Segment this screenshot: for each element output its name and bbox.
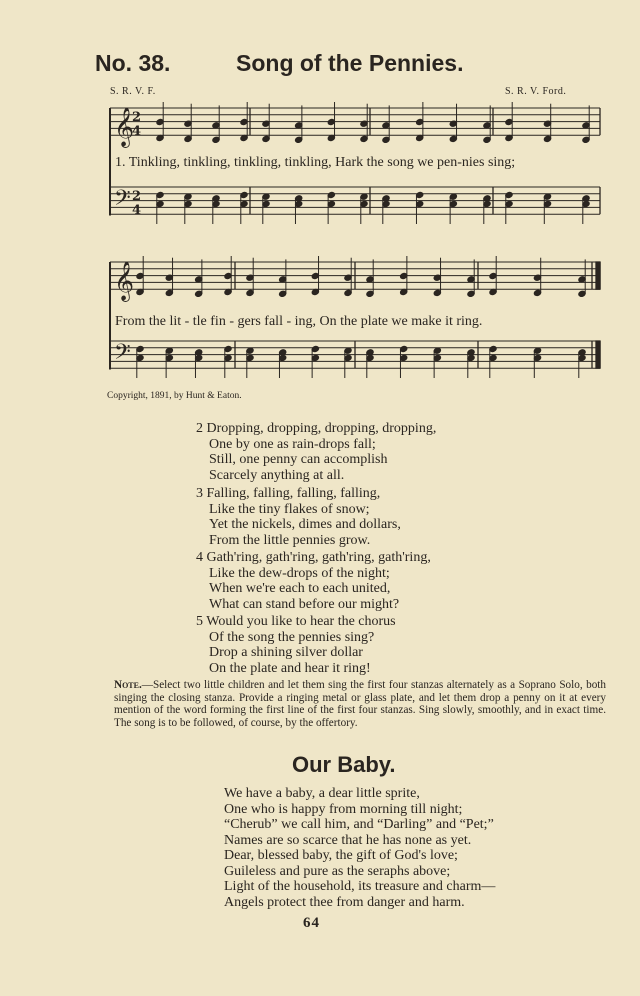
poem-line: Angels protect thee from danger and harm. [224, 894, 465, 910]
poem-stanza-1 [224, 786, 494, 848]
treble-clef: 𝄞 [114, 107, 135, 147]
note-text: —Select two little children and let them sing the first four stanzas alternately as a Soprano Solo, both singing the closing stanza. Provide a ringing metal or glass plate, and let them drop a penny on it at every mention of the word forming the first line of the first four stanzas. Sing slowly, smoothly, and in exact time. The song is to be followed, of course, by the offertory. [114, 679, 606, 729]
poem-title: Our Baby. [292, 752, 396, 777]
hymn-number: No. 38. [95, 50, 171, 76]
poem-line: Names are so scarce that he has none as yet. [224, 832, 472, 848]
stanza-line: On the plate and hear it ring! [209, 660, 371, 676]
note-label: Note. [114, 679, 142, 691]
stanza-line: From the little pennies grow. [209, 532, 371, 548]
stanza-line: 4 Gath'ring, gath'ring, gath'ring, gath'ring, [196, 550, 431, 565]
stanza-2 [196, 421, 436, 483]
stanza-line: Drop a shining silver dollar [209, 645, 363, 661]
hymn-title: Song of the Pennies. [236, 50, 464, 76]
poem-line: Light of the household, its treasure and charm— [224, 879, 496, 894]
words-credit: S. R. V. F. [110, 86, 156, 97]
treble-clef: 𝄞 [114, 261, 135, 301]
final-barline [596, 341, 600, 368]
stanza-line: Like the dew-drops of the night; [209, 565, 390, 581]
poem-line: “Cherub” we call him, and “Darling” and “Pet;” [224, 817, 494, 832]
stanza-5 [196, 614, 396, 676]
performance-note [114, 679, 606, 729]
bass-clef: 𝄢 [114, 340, 131, 370]
copyright-notice: Copyright, 1891, by Hunt & Eaton. [107, 391, 242, 401]
stanza-line: What can stand before our might? [209, 596, 400, 612]
bass-clef: 𝄢 [114, 186, 131, 216]
stanza-line: Like the tiny flakes of snow; [209, 501, 370, 517]
stanza-line: 5 Would you like to hear the chorus [196, 614, 396, 629]
stanza-line: One by one as rain-drops fall; [209, 436, 376, 452]
poem-line: We have a baby, a dear little sprite, [224, 786, 420, 801]
lyrics-line-2: From the lit - tle fin - gers fall - ing, On the plate we make it ring. [115, 314, 483, 329]
stanza-4 [196, 550, 431, 612]
stanza-line: When we're each to each united, [209, 581, 391, 597]
poem-line: Dear, blessed baby, the gift of God's love; [224, 848, 458, 863]
stanza-line: 3 Falling, falling, falling, falling, [196, 486, 381, 501]
page-number: 64 [303, 915, 320, 931]
time-signature-top: 2 [132, 110, 142, 125]
stanza-3 [196, 486, 401, 548]
final-barline [596, 262, 600, 289]
poem-stanza-2 [224, 848, 495, 910]
stanza-line: Scarcely anything at all. [209, 467, 345, 483]
stanza-line: 2 Dropping, dropping, dropping, dropping, [196, 421, 437, 436]
time-signature-bottom: 4 [132, 203, 142, 218]
stanza-line: Yet the nickels, dimes and dollars, [209, 517, 401, 533]
time-signature-top: 2 [132, 189, 142, 204]
lyrics-line-1: 1. Tinkling, tinkling, tinkling, tinkling, Hark the song we pen-nies sing; [115, 155, 516, 170]
music-credit: S. R. V. Ford. [505, 86, 567, 97]
poem-line: Guileless and pure as the seraphs above; [224, 863, 451, 879]
stanza-line: Still, one penny can accomplish [209, 452, 388, 468]
poem-line: One who is happy from morning till night; [224, 801, 463, 817]
stanza-line: Of the song the pennies sing? [209, 629, 375, 645]
time-signature-bottom: 4 [132, 124, 142, 139]
